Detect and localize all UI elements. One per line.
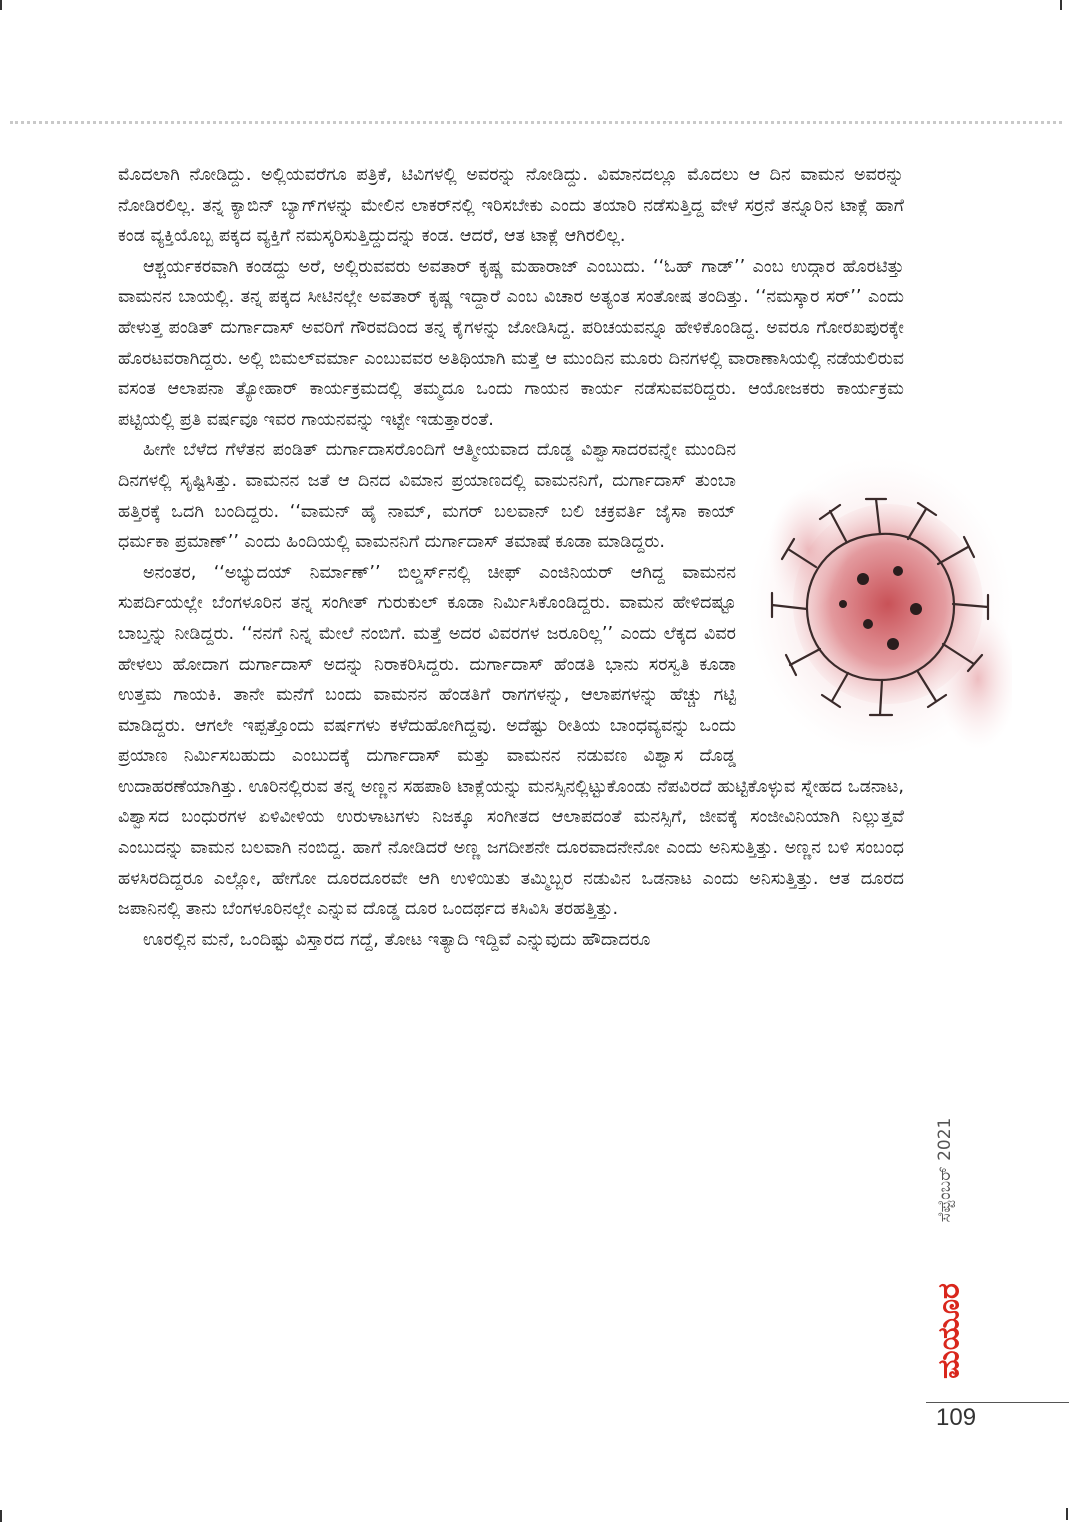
article-paragraph: ಮೊದಲಾಗಿ ನೋಡಿದ್ದು. ಅಲ್ಲಿಯವರೆಗೂ ಪತ್ರಿಕೆ, ಟಿವಿಗಳಲ್ಲಿ ಅವರನ್ನು ನೋಡಿದ್ದು. ವಿಮಾನದಲ್ಲೂ ಮೊದಲು ಆ ದಿನ ವಾಮನ ಅವರನ್ನು ನೋಡಿರಲಿಲ್ಲ. ತನ್ನ ಕ್ಯಾಬಿನ್ ಬ್ಯಾಗ್‌ಗಳನ್ನು ಮೇಲಿನ ಲಾಕರ್‌ನಲ್ಲಿ ಇರಿಸಬೇಕು ಎಂದು ತಯಾರಿ ನಡೆಸುತ್ತಿದ್ದ ವೇಳೆ ಸರ್ರನೆ ತನ್ನೂರಿನ ಟಾಕ್ಲೆ ಹಾಗೆ ಕಂಡ ವ್ಯಕ್ತಿಯೊಬ್ಬ ಪಕ್ಕದ ವ್ಯಕ್ತಿಗೆ ನಮಸ್ಕರಿಸುತ್ತಿದ್ದುದನ್ನು ಕಂಡ. ಆದರೆ, ಆತ ಟಾಕ್ಲೆ ಆಗಿರಲಿಲ್ಲ. [118, 165, 904, 247]
header-dotted-divider [10, 121, 1062, 124]
crop-mark [0, 1510, 2, 1522]
article-paragraph: ಹೀಗೇ ಬೆಳೆದ ಗೆಳೆತನ ಪಂಡಿತ್ ದುರ್ಗಾದಾಸರೊಂದಿಗೆ ಆತ್ಮೀಯವಾದ ದೊಡ್ಡ ವಿಶ್ವಾಸಾದರವನ್ನೇ ಮುಂದಿನ ದಿನಗಳಲ್ಲಿ ಸೃಷ್ಟಿಸಿತ್ತು. ವಾಮನನ ಜತೆ ಆ ದಿನದ ವಿಮಾನ ಪ್ರಯಾಣದಲ್ಲಿ ವಾಮನನಿಗೆ, ದುರ್ಗಾದಾಸ್ ತುಂಬಾ ಹತ್ತಿರಕ್ಕೆ ಒದಗಿ ಬಂದಿದ್ದರು. ‘‘ವಾಮನ್ ಹೈ ನಾಮ್, ಮಗರ್ ಬಲವಾನ್ ಬಲಿ ಚಕ್ರವರ್ತಿ ಜೈಸಾ ಕಾಯ್ ಧರ್ಮಕಾ ಪ್ರಮಾಣ್’’ ಎಂದು ಹಿಂದಿಯಲ್ಲಿ ವಾಮನನಿಗೆ ದುರ್ಗಾದಾಸ್ ತಮಾಷೆ ಕೂಡಾ ಮಾಡಿದ್ದರು. [118, 440, 736, 553]
crop-mark [1066, 1508, 1068, 1520]
magazine-logo [928, 1265, 970, 1397]
issue-date [928, 1095, 962, 1245]
virus-illustration [748, 439, 1012, 767]
crop-mark [0, 0, 2, 10]
issue-date-text: ಸೆಪ್ಟೆಂಬರ್ 2021 [935, 1117, 955, 1223]
crop-mark [1060, 0, 1062, 10]
magazine-logo-text: ಮಯೂರ [931, 1283, 967, 1379]
article-paragraph: ಊರಲ್ಲಿನ ಮನೆ, ಒಂದಿಷ್ಟು ವಿಸ್ತಾರದ ಗದ್ದೆ, ತೋಟ ಇತ್ಯಾದಿ ಇದ್ದಿವೆ ಎನ್ನುವುದು ಹೌದಾದರೂ [143, 929, 651, 950]
article-paragraph: ಅನಂತರ, ‘‘ಅಭ್ಯುದಯ್ ನಿರ್ಮಾಣ್’’ ಬಿಲ್ಡರ್ಸ್‌ನಲ್ಲಿ ಚೀಫ್ ಎಂಜಿನಿಯರ್ ಆಗಿದ್ದ ವಾಮನನ ಸುಪರ್ದಿಯಲ್ಲೇ ಬೆಂಗಳೂರಿನ ತನ್ನ ಸಂಗೀತ್ ಗುರುಕುಲ್ ಕೂಡಾ ನಿರ್ಮಿಸಿಕೊಂಡಿದ್ದರು. ವಾಮನ ಹೇಳಿದಷ್ಟೂ ಬಾಬ್ತನ್ನು ನೀಡಿದ್ದರು. ‘‘ನನಗೆ ನಿನ್ನ ಮೇಲೆ ನಂಬಿಗೆ. ಮತ್ತೆ ಅದರ ವಿವರಗಳ ಜರೂರಿಲ್ಲ’’ ಎಂದು ಲೆಕ್ಕದ ವಿವರ ಹೇಳಲು ಹೋದಾಗ ದುರ್ಗಾದಾಸ್ ಅದನ್ನು ನಿರಾಕರಿಸಿದ್ದರು. ದುರ್ಗಾದಾಸ್ ಹೆಂಡತಿ ಭಾನು ಸರಸ್ವತಿ ಕೂಡಾ ಉತ್ತಮ ಗಾಯಕಿ. ತಾನೇ ಮನೆಗೆ ಬಂದು ವಾಮನನ ಹೆಂಡತಿಗೆ ರಾಗಗಳನ್ನು, ಆಲಾಪಗಳನ್ನು ಹೆಚ್ಚು ಗಟ್ಟಿ ಮಾಡಿದ್ದರು. ಆಗಲೇ ಇಪ್ಪತ್ತೊಂದು ವರ್ಷಗಳು ಕಳೆದುಹೋಗಿದ್ದವು. ಅದೆಷ್ಟು ರೀತಿಯ ಬಾಂಧವ್ಯವನ್ನು ಒಂದು ಪ್ರಯಾಣ ನಿರ್ಮಿಸಬಹುದು ಎಂಬುದಕ್ಕೆ ದುರ್ಗಾದಾಸ್ ಮತ್ತು ವಾಮನನ ನಡುವಣ ವಿಶ್ವಾಸ ದೊಡ್ಡ ಉದಾಹರಣೆಯಾಗಿತ್ತು. ಊರಿನಲ್ಲಿರುವ ತನ್ನ ಅಣ್ಣನ ಸಹಪಾಠಿ ಟಾಕ್ಲೆಯನ್ನು ಮನಸ್ಸಿನಲ್ಲಿಟ್ಟುಕೊಂಡು ನೆಪವಿರದೆ ಹುಟ್ಟಿಕೊಳ್ಳುವ ಸ್ನೇಹದ ಒಡನಾಟ, ವಿಶ್ವಾಸದ ಬಂಧುರಗಳ ಏಳಿವೀಳಿಯ ಉರುಳಾಟಗಳು ನಿಜಕ್ಕೂ ಸಂಗೀತದ ಆಲಾಪದಂತೆ ಮನಸ್ಸಿಗೆ, ಜೀವಕ್ಕೆ ಸಂಜೀವಿನಿಯಾಗಿ ನಿಲ್ಲುತ್ತವೆ ಎಂಬುದನ್ನು ವಾಮನ ಬಲವಾಗಿ ನಂಬಿದ್ದ. ಹಾಗೆ ನೋಡಿದರೆ ಅಣ್ಣ ಜಗದೀಶನೇ ದೂರವಾದನೇನೋ ಎಂದು ಅನಿಸುತ್ತಿತ್ತು. ಅಣ್ಣನ ಬಳಿ ಸಂಬಂಧ ಹಳಸಿರದಿದ್ದರೂ ಎಲ್ಲೋ, ಹೇಗೋ ದೂರದೂರವೇ ಆಗಿ ಉಳಿಯಿತು ತಮ್ಮಿಬ್ಬರ ನಡುವಿನ ಒಡನಾಟ ಎಂದು ಅನಿಸುತ್ತಿತ್ತು. ಆತ ದೂರದ ಜಪಾನಿನಲ್ಲಿ ತಾನು ಬೆಂಗಳೂರಿನಲ್ಲೇ ಎನ್ನುವ ದೊಡ್ಡ ದೂರ ಒಂದರ್ಥದ ಕಸಿವಿಸಿ ತರಹತ್ತಿತ್ತು. [118, 562, 904, 920]
footer-rule [926, 1402, 1069, 1403]
article-body [118, 160, 904, 955]
page-number: 109 [936, 1404, 977, 1431]
article-paragraph: ಆಶ್ಚರ್ಯಕರವಾಗಿ ಕಂಡದ್ದು ಅರೆ, ಅಲ್ಲಿರುವವರು ಅವತಾರ್ ಕೃಷ್ಣ ಮಹಾರಾಜ್ ಎಂಬುದು. ‘‘ಓಹ್ ಗಾಡ್’’ ಎಂಬ ಉದ್ಗಾರ ಹೊರಟಿತ್ತು ವಾಮನನ ಬಾಯಲ್ಲಿ. ತನ್ನ ಪಕ್ಕದ ಸೀಟಿನಲ್ಲೇ ಅವತಾರ್ ಕೃಷ್ಣ ಇದ್ದಾರೆ ಎಂಬ ವಿಚಾರ ಅತ್ಯಂತ ಸಂತೋಷ ತಂದಿತ್ತು. ‘‘ನಮಸ್ಕಾರ ಸರ್’’ ಎಂದು ಹೇಳುತ್ತ ಪಂಡಿತ್ ದುರ್ಗಾದಾಸ್ ಅವರಿಗೆ ಗೌರವದಿಂದ ತನ್ನ ಕೈಗಳನ್ನು ಜೋಡಿಸಿದ್ದ. ಪರಿಚಯವನ್ನೂ ಹೇಳಿಕೊಂಡಿದ್ದ. ಅವರೂ ಗೋರಖಪುರಕ್ಕೇ ಹೊರಟವರಾಗಿದ್ದರು. ಅಲ್ಲಿ ಬಿಮಲ್‌ವರ್ಮಾ ಎಂಬುವವರ ಅತಿಥಿಯಾಗಿ ಮತ್ತೆ ಆ ಮುಂದಿನ ಮೂರು ದಿನಗಳಲ್ಲಿ ವಾರಾಣಾಸಿಯಲ್ಲಿ ನಡೆಯಲಿರುವ ವಸಂತ ಆಲಾಪನಾ ತ್ಯೋಹಾರ್ ಕಾರ್ಯಕ್ರಮದಲ್ಲಿ ತಮ್ಮದೂ ಒಂದು ಗಾಯನ ಕಾರ್ಯ ನಡೆಸುವವರಿದ್ದರು. ಆಯೋಜಕರು ಕಾರ್ಯಕ್ರಮ ಪಟ್ಟಿಯಲ್ಲಿ ಪ್ರತಿ ವರ್ಷವೂ ಇವರ ಗಾಯನವನ್ನು ಇಟ್ಟೇ ಇಡುತ್ತಾರಂತೆ. [118, 256, 904, 430]
